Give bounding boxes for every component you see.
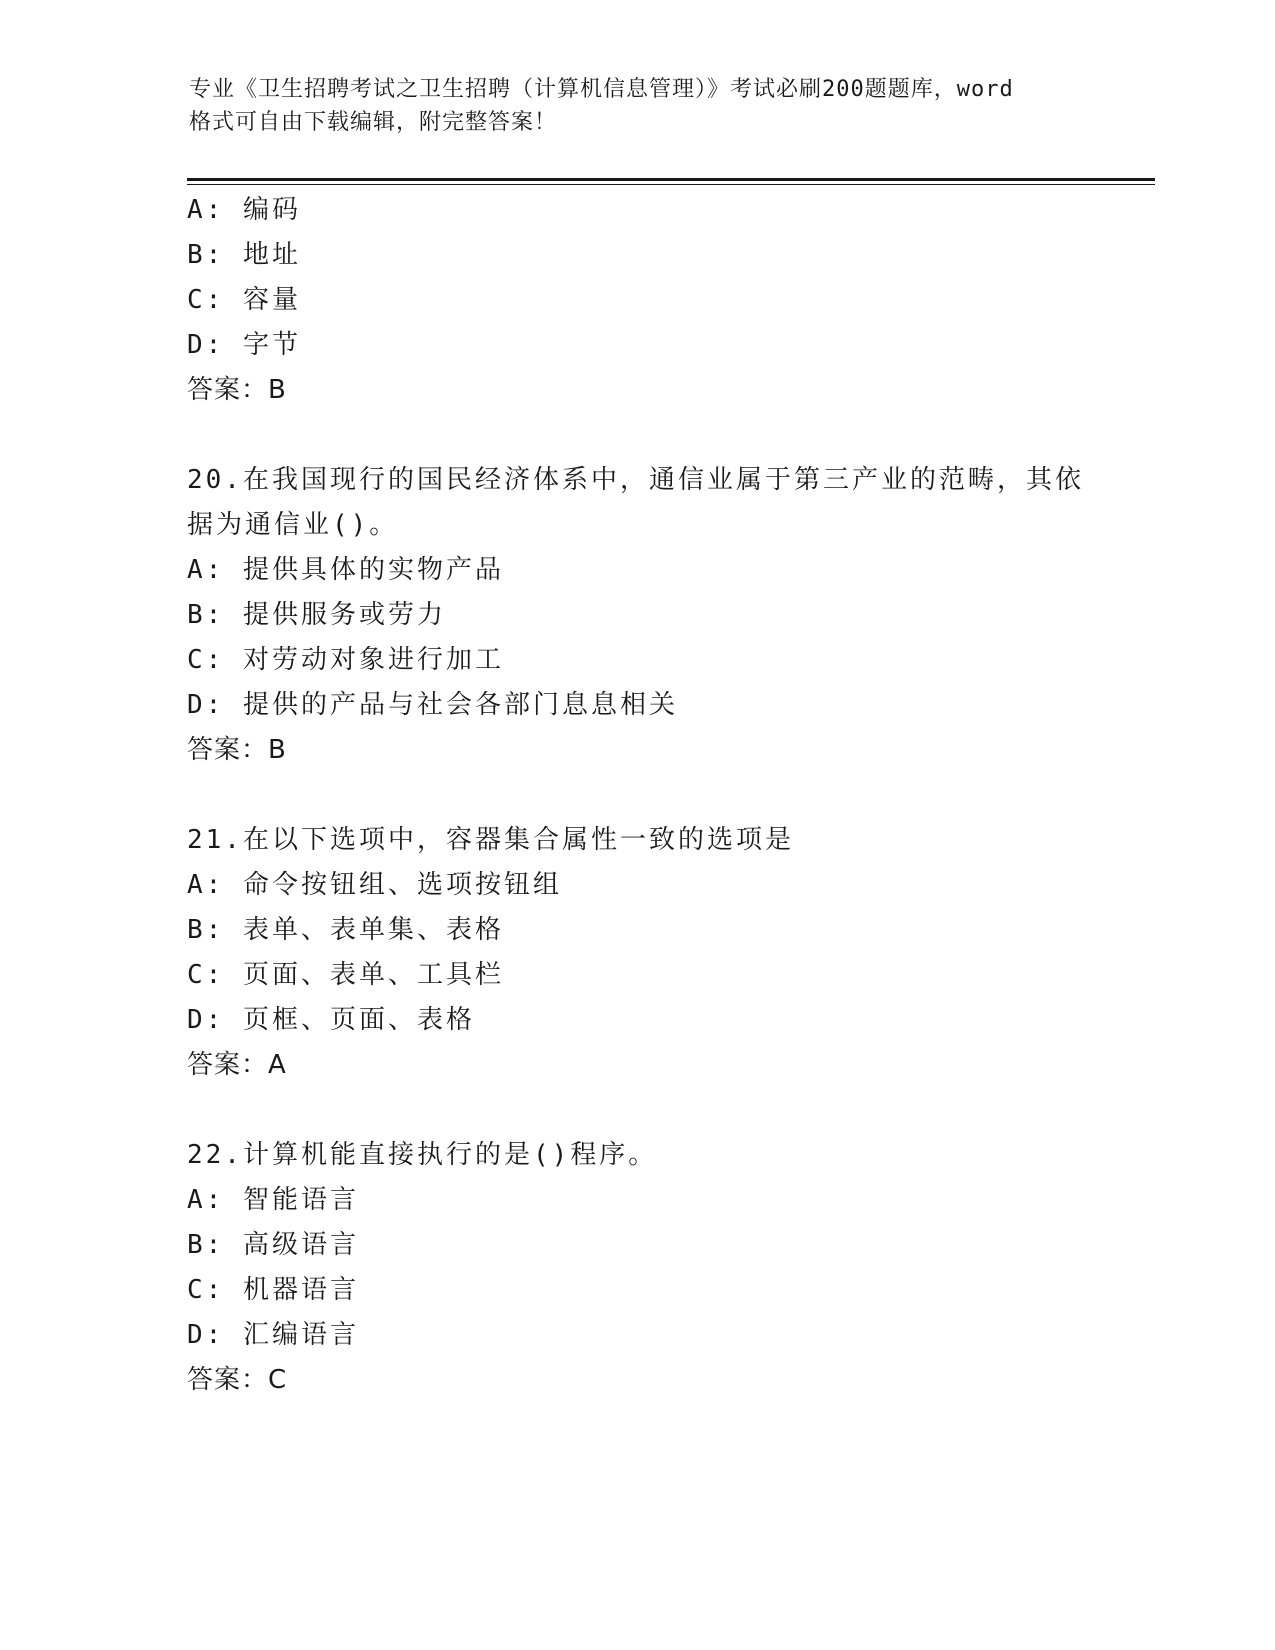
document-header <box>189 73 1089 139</box>
q22-answer: 答案：C <box>187 1365 288 1395</box>
q22-option-d: D: 汇编语言 <box>187 1320 359 1350</box>
q20-option-a: A: 提供具体的实物产品 <box>187 555 504 585</box>
q21-stem: 21.在以下选项中，容器集合属性一致的选项是 <box>187 825 794 855</box>
q20-stem-line-1: 20.在我国现行的国民经济体系中，通信业属于第三产业的范畴，其依 <box>187 465 1084 495</box>
q19-answer: 答案：B <box>187 375 287 405</box>
q21-option-a: A: 命令按钮组、选项按钮组 <box>187 870 562 900</box>
q21-option-c: C: 页面、表单、工具栏 <box>187 960 504 990</box>
q19-option-b: B: 地址 <box>187 240 301 270</box>
q21-option-b: B: 表单、表单集、表格 <box>187 915 504 945</box>
q19-option-c: C: 容量 <box>187 285 301 315</box>
header-rule-thick <box>187 178 1155 181</box>
q22-option-a: A: 智能语言 <box>187 1185 359 1215</box>
q21-option-d: D: 页框、页面、表格 <box>187 1005 475 1035</box>
header-rule-thin <box>187 184 1155 185</box>
q20-answer: 答案：B <box>187 735 287 765</box>
q20-option-c: C: 对劳动对象进行加工 <box>187 645 504 675</box>
q22-stem: 22.计算机能直接执行的是()程序。 <box>187 1140 658 1170</box>
q20-option-b: B: 提供服务或劳力 <box>187 600 446 630</box>
header-line-1: 专业《卫生招聘考试之卫生招聘（计算机信息管理）》考试必刷200题题库，word <box>189 77 1014 102</box>
header-line-2: 格式可自由下载编辑，附完整答案！ <box>189 110 558 135</box>
q19-option-a: A: 编码 <box>187 195 301 225</box>
q22-option-c: C: 机器语言 <box>187 1275 359 1305</box>
q19-option-d: D: 字节 <box>187 330 301 360</box>
q20-option-d: D: 提供的产品与社会各部门息息相关 <box>187 690 678 720</box>
q20-stem-line-2: 据为通信业()。 <box>187 510 399 540</box>
q21-answer: 答案：A <box>187 1050 287 1080</box>
q22-option-b: B: 高级语言 <box>187 1230 359 1260</box>
